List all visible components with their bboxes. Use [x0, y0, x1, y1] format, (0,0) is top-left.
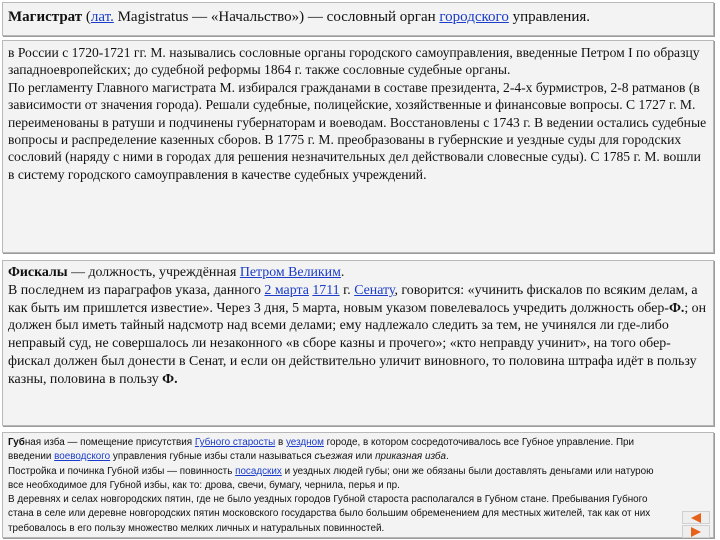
text: управления.	[508, 9, 591, 25]
gubnaya-term	[8, 437, 65, 448]
fiscals-definition	[8, 264, 708, 282]
russia-paragraph-1: в России с 1720-1721 гг. М. назывались сословные органы городского самоуправления, введенные Петром I по образцу западноевропейских; до судебной реформы 1864 г. также сословные судебные органы.	[8, 45, 700, 78]
voevoda-link[interactable]: воеводского	[54, 451, 111, 463]
term-part: ная изб	[24, 437, 60, 448]
text: .	[445, 451, 449, 463]
text: — должность, учреждённая	[67, 265, 240, 280]
starosta-link[interactable]: Губного старосты	[194, 437, 276, 448]
arrow-left-icon	[691, 513, 701, 523]
f-end: Ф.	[162, 371, 178, 387]
senate-link[interactable]: Сенату	[354, 282, 395, 298]
gubnaya-box	[2, 432, 714, 538]
fiscals-term: Фискалы	[8, 265, 68, 280]
fiscals-paragraph	[8, 282, 708, 389]
text: городе, в котором сосредоточивалось все Губное управление. При введении	[8, 437, 635, 463]
fiscals-box	[2, 260, 714, 426]
lat-link[interactable]: лат.	[90, 9, 114, 25]
text: (	[82, 9, 91, 25]
posad-link[interactable]: посадских	[235, 465, 282, 477]
text: и уездных людей губы; они же обязаны были доставлять деньгами или натурою все необходимое для Губной избы, как то: дрова, свечи, бумагу, чернила, перья и пр.	[8, 465, 654, 491]
gubnaya-line-1	[8, 436, 655, 465]
text: или	[352, 451, 376, 463]
text: ; он должен был иметь тайный надсмотр над всеми делами; ему надлежало следить за тем, не учинялся ли где-либо неправый суд, не совершалось ли незаконного «в сборе казны и прочего»; «кто неправду учинит», на того обер-фискал должен был донести в Сенат, и если он действительно уличит виновного, то половина штрафа идёт в пользу казны, половина в пользу	[8, 300, 707, 387]
gubnaya-line-3: В деревнях и селах новгородских пятин, где не было уездных городов Губной староста располагался в Губном стане. Пребывания Губного стана в селе или деревне новгородских пятин московского государства было большим обременением для местных жителей, так как от них требовалось в его пользу множество мелких личных и натуральных повинностей.	[8, 494, 651, 534]
text: , говорится: «учинить фискалов по всяким делам, а как быть им пришлется известие». Через 3 дня, 5 марта, новым указом повелевалось учредить должность обер-	[8, 282, 698, 316]
year-link[interactable]: 1711	[312, 282, 340, 298]
text: г.	[339, 282, 355, 298]
text: .	[340, 265, 345, 280]
term-part: Губ	[8, 437, 25, 448]
russia-paragraph-2: По регламенту Главного магистрата М. избирался гражданами в составе президента, 2-4-х бурмистров, 2-8 ратманов (в зависимости от значения города). Решали судебные, полицейские, хозяйственные и финансовые вопросы. С 1727 г. М. переименованы в ратуши и подчинены губернаторам и воеводам. Восстановлены с 1743 г. В ведении остались судебные вопросы и распределение казенных сборов. В 1775 г. М. преобразованы в губернские и уездные суды для городских сословий (наряду с ними в городах для решения незначительных дел действовали словесные суды). С 1785 г. М. вошли в систему городского самоуправления в качестве судебных учреждений.	[8, 79, 707, 182]
peter-link[interactable]: Петром Великим	[239, 265, 341, 280]
uezd-link[interactable]: уездном	[285, 437, 324, 448]
city-link[interactable]: городского	[439, 9, 509, 25]
magistrat-box	[2, 2, 714, 36]
f-abbr: Ф.	[668, 300, 685, 316]
magistrat-definition	[8, 6, 708, 28]
text: Magistratus — «Начальство») — сословный орган	[113, 9, 440, 25]
arrow-right-icon	[691, 527, 701, 537]
magistrat-term: Магистрат	[8, 9, 83, 25]
next-slide-button[interactable]	[682, 525, 710, 538]
prev-slide-button[interactable]	[682, 511, 710, 524]
gubnaya-line-2	[8, 465, 655, 494]
russia-box	[2, 40, 714, 253]
term-italic: приказная изба	[375, 451, 446, 463]
text: — помещение присутствия	[64, 437, 195, 448]
term-italic: съезжая	[314, 451, 353, 463]
date-link[interactable]: 2 марта	[264, 282, 309, 298]
text: управления губные избы стали называться	[110, 451, 315, 463]
term-part: а	[59, 437, 65, 448]
text: В последнем из параграфов указа, данного	[8, 282, 265, 298]
text: Постройка и починка Губной избы — повинность	[8, 465, 236, 477]
text: в	[275, 437, 286, 448]
